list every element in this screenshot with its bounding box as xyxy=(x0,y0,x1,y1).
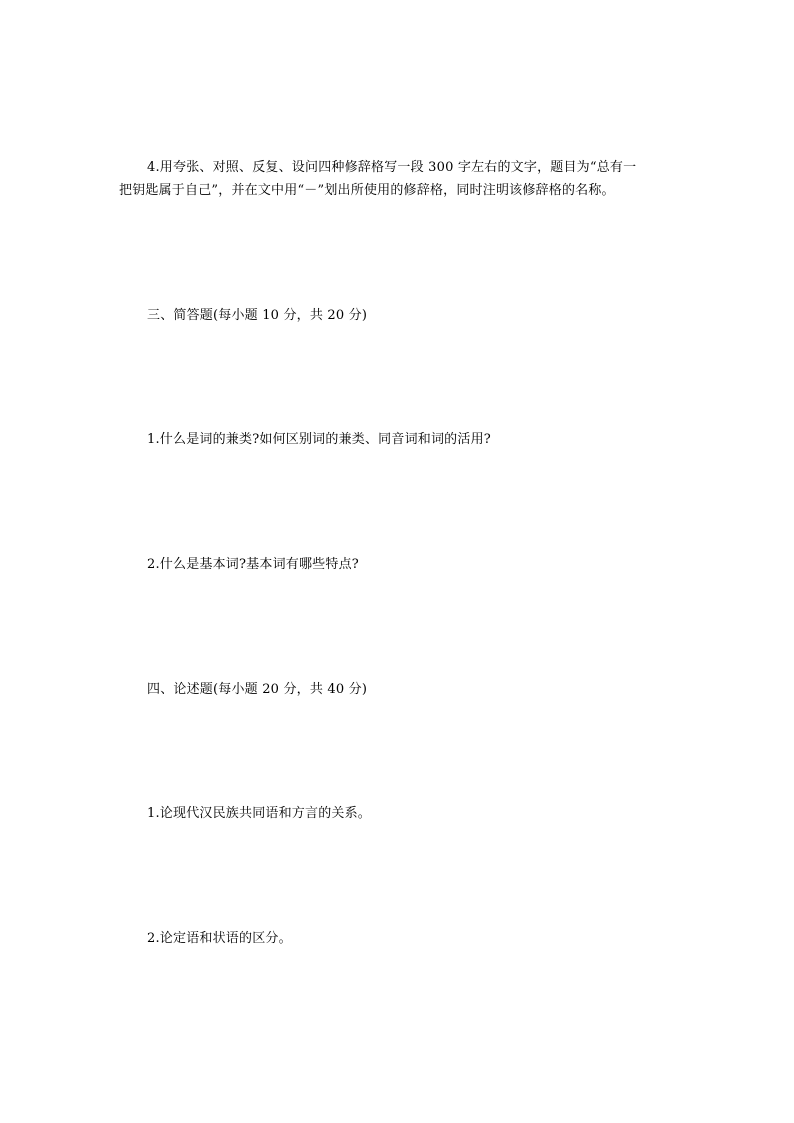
section-4-question-1: 1.论现代汉民族共同语和方言的关系。 xyxy=(147,806,372,821)
section-3-heading: 三、简答题(每小题 10 分，共 20 分) xyxy=(147,308,368,323)
section-4-question-2: 2.论定语和状语的区分。 xyxy=(147,931,292,946)
question-4-line-1: 4.用夸张、对照、反复、设问四种修辞格写一段 300 字左右的文字，题目为“总有一 xyxy=(147,160,637,175)
section-4-heading: 四、论述题(每小题 20 分，共 40 分) xyxy=(147,682,368,697)
section-3-question-1: 1.什么是词的兼类?如何区别词的兼类、同音词和词的活用? xyxy=(147,432,491,447)
section-3-question-2: 2.什么是基本词?基本词有哪些特点? xyxy=(147,557,359,572)
question-4-line-2: 把钥匙属于自己”，并在文中用“－”划出所使用的修辞格，同时注明该修辞格的名称。 xyxy=(119,183,615,198)
